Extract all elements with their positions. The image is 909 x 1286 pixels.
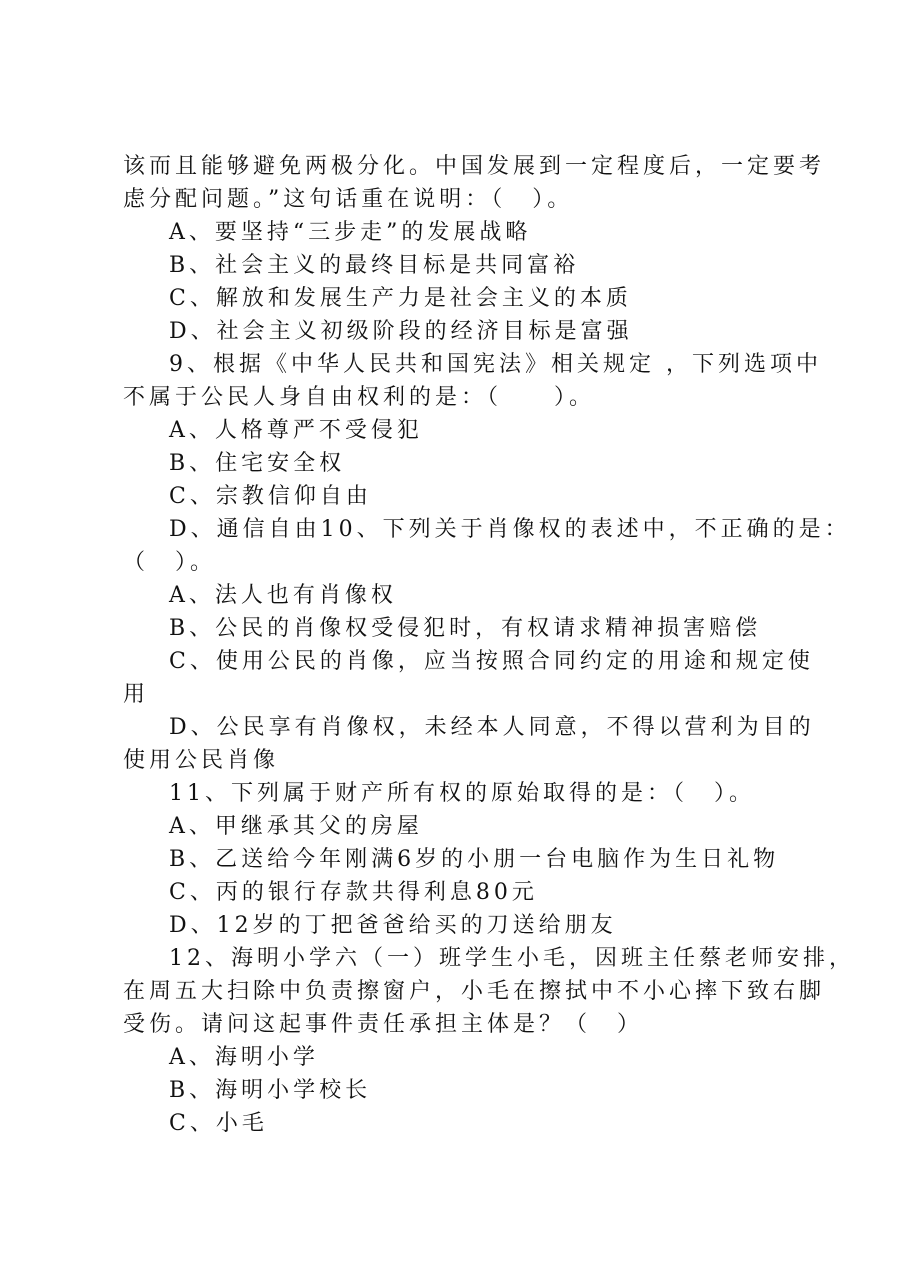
- option-line: B、公民的肖像权受侵犯时，有权请求精神损害赔偿: [169, 616, 762, 641]
- option-line: B、社会主义的最终目标是共同富裕: [169, 253, 580, 278]
- option-line: C、使用公民的肖像，应当按照合同约定的用途和规定使: [169, 649, 814, 674]
- option-line: A、海明小学: [169, 1045, 319, 1070]
- text-line: 用: [123, 682, 150, 707]
- option-line: B、住宅安全权: [169, 451, 346, 476]
- option-line: C、解放和发展生产力是社会主义的本质: [169, 286, 632, 311]
- text-line: 在周五大扫除中负责擦窗户，小毛在擦拭中不小心摔下致右脚: [123, 979, 826, 1004]
- option-line: C、丙的银行存款共得利息80元: [169, 880, 538, 905]
- document-text: [123, 150, 855, 1140]
- option-line: D、公民享有肖像权，未经本人同意，不得以营利为目的: [169, 715, 815, 740]
- option-line: B、海明小学校长: [169, 1078, 372, 1103]
- option-line: C、小毛: [169, 1111, 268, 1136]
- question-10: D、通信自由10、下列关于肖像权的表述中，不正确的是：: [169, 517, 851, 542]
- option-line: B、乙送给今年刚满6岁的小朋一台电脑作为生日礼物: [169, 847, 780, 872]
- option-line: A、人格尊严不受侵犯: [169, 418, 423, 443]
- text-line: 不属于公民人身自由权利的是：（ ）。: [123, 385, 596, 410]
- text-line: 受伤。请问这起事件责任承担主体是？（ ）: [123, 1012, 644, 1037]
- question-9: 9、根据《中华人民共和国宪法》相关规定 ，下列选项中: [169, 352, 822, 377]
- question-11: 11、下列属于财产所有权的原始取得的是：（ ）。: [169, 781, 755, 806]
- option-line: A、甲继承其父的房屋: [169, 814, 423, 839]
- option-line: D、社会主义初级阶段的经济目标是富强: [169, 319, 633, 344]
- question-12: 12、海明小学六（一）班学生小毛，因班主任蔡老师安排，: [169, 946, 855, 971]
- text-line: （ ）。: [123, 550, 217, 575]
- text-line: 使用公民肖像: [123, 748, 280, 773]
- text-line: 该而且能够避免两极分化。中国发展到一定程度后，一定要考: [123, 154, 826, 179]
- option-line: C、宗教信仰自由: [169, 484, 372, 509]
- option-line: D、12岁的丁把爸爸给买的刀送给朋友: [169, 913, 617, 938]
- option-line: A、要坚持“三步走”的发展战略: [169, 220, 532, 245]
- text-line: 虑分配问题。”这句话重在说明：（ ）。: [123, 187, 574, 212]
- option-line: A、法人也有肖像权: [169, 583, 397, 608]
